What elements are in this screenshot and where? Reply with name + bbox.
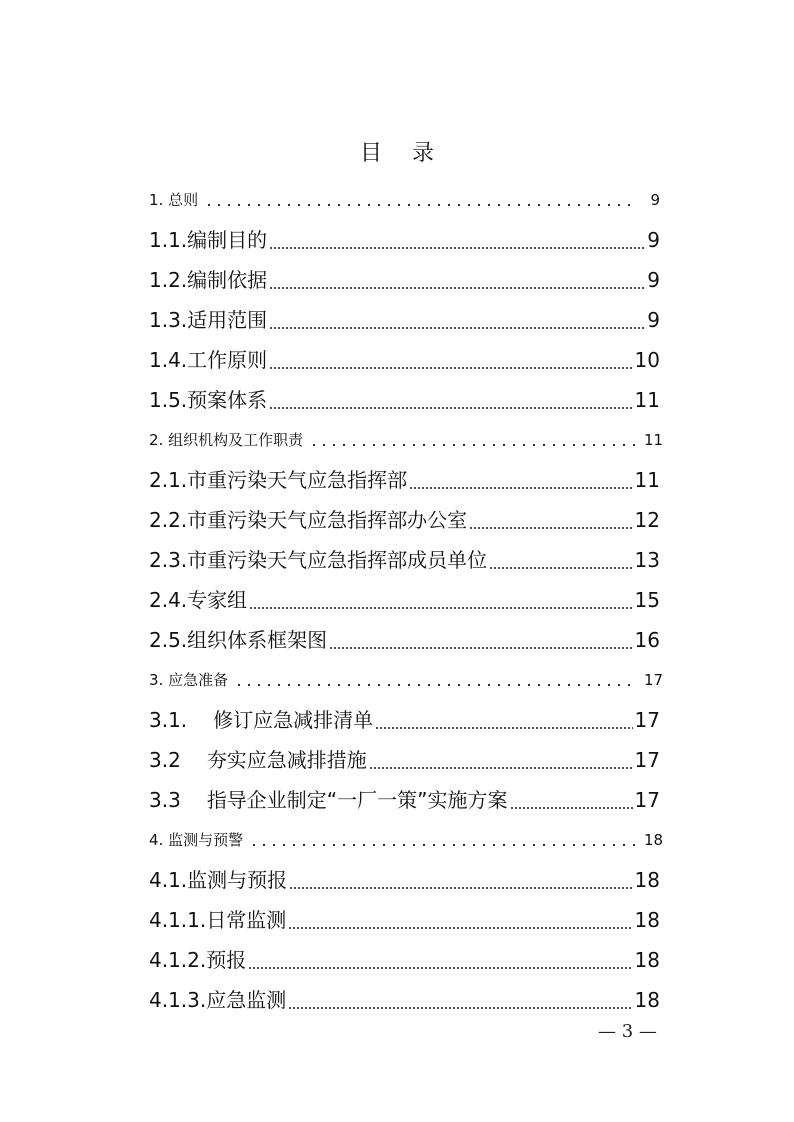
- toc-entry-text: 编制目的: [187, 228, 268, 252]
- dot-leader: [269, 366, 632, 370]
- toc-entry-page: 12: [634, 508, 660, 532]
- toc-entry-chapter-2[interactable]: [149, 420, 664, 460]
- toc-entry-text: 组织体系框架图: [187, 628, 328, 652]
- dot-leader: [409, 486, 632, 490]
- toc-entry-page: 15: [634, 588, 660, 612]
- toc-entry-number: 2.2.: [149, 508, 188, 532]
- dot-leader: [489, 566, 632, 570]
- dot-leader: [288, 1006, 632, 1010]
- dot-leader: [204, 202, 638, 208]
- toc-entry-page: 10: [634, 348, 660, 372]
- toc-entry-number: 1.3.: [149, 308, 188, 332]
- toc-entry-label: [149, 300, 267, 340]
- toc-entry-text: 市重污染天气应急指挥部办公室: [187, 508, 468, 532]
- toc-entry-page: 11: [634, 388, 660, 412]
- toc-entry-page: 17: [634, 748, 660, 772]
- dot-leader: [249, 606, 632, 610]
- toc-entry-label: [149, 420, 303, 460]
- toc-entry-number: 2.5.: [149, 628, 188, 652]
- toc-entry-page: 18: [634, 948, 660, 972]
- toc-entry-label: [149, 620, 327, 660]
- toc-entry-text: 夯实应急减排措施: [206, 748, 367, 772]
- toc-entry-page: 9: [650, 191, 660, 209]
- toc-title: [0, 136, 794, 172]
- toc-entry-section-2-2[interactable]: [149, 500, 660, 540]
- dot-leader: [269, 406, 632, 410]
- toc-entry-label: [149, 380, 267, 420]
- toc-entry-text: 市重污染天气应急指挥部: [187, 468, 408, 492]
- toc-entry-label: [149, 820, 243, 860]
- toc-entry-number: 1.: [149, 191, 164, 209]
- toc-entry-page: 9: [647, 268, 660, 292]
- toc-entry-section-3-2[interactable]: [149, 740, 660, 780]
- toc-entry-page: 17: [634, 788, 660, 812]
- toc-entry-page: 18: [644, 831, 664, 849]
- dot-leader: [288, 926, 632, 930]
- toc-entry-label: [149, 260, 267, 300]
- toc-entry-number: 3.3: [149, 788, 181, 812]
- dot-leader: [469, 526, 632, 530]
- toc-entry-section-2-5[interactable]: [149, 620, 660, 660]
- page-number-footer: — 3 —: [598, 1021, 657, 1042]
- toc-entry-text: 编制依据: [187, 268, 268, 292]
- toc-entry-text: 应急准备: [168, 671, 229, 689]
- toc-entry-number: 1.1.: [149, 228, 188, 252]
- toc-entry-number: 3.: [149, 671, 164, 689]
- toc-entry-number: 3.2: [149, 748, 181, 772]
- toc-entry-label: [149, 180, 198, 220]
- toc-entry-number: 1.5.: [149, 388, 188, 412]
- toc-entry-label: [149, 460, 407, 500]
- toc-entry-section-1-5[interactable]: [149, 380, 660, 420]
- toc-entry-text: 修订应急减排清单: [213, 708, 374, 732]
- toc-entry-text: 组织机构及工作职责: [168, 431, 304, 449]
- toc-entry-section-2-1[interactable]: [149, 460, 660, 500]
- toc-entry-label: [149, 980, 286, 1020]
- toc-entry-page: 16: [634, 628, 660, 652]
- toc-entry-section-2-3[interactable]: [149, 540, 660, 580]
- toc-entry-text: 预报: [206, 948, 247, 972]
- toc-entry-page: 18: [634, 908, 660, 932]
- toc-entry-number: 2.3.: [149, 548, 188, 572]
- dot-leader: [329, 646, 632, 650]
- dot-leader: [369, 766, 633, 770]
- dot-leader: [289, 886, 632, 890]
- toc-entry-section-1-1[interactable]: [149, 220, 660, 260]
- toc-entry-page: 9: [647, 308, 660, 332]
- toc-title-char-1: 目: [359, 141, 382, 166]
- toc-entry-label: [149, 660, 228, 700]
- toc-entry-label: [149, 340, 267, 380]
- dot-leader: [510, 806, 633, 810]
- toc-entry-text: 市重污染天气应急指挥部成员单位: [187, 548, 488, 572]
- toc-entry-chapter-1[interactable]: [149, 180, 660, 220]
- toc-entry-label: [149, 740, 367, 780]
- toc-entry-label: [149, 700, 373, 740]
- toc-entry-text: 工作原则: [187, 348, 268, 372]
- toc-entry-label: [149, 540, 487, 580]
- toc-entry-label: [149, 780, 508, 820]
- toc-entry-label: [149, 500, 467, 540]
- toc-entry-label: [149, 940, 246, 980]
- toc-entry-text: 应急监测: [206, 988, 287, 1012]
- dot-leader: [269, 246, 645, 250]
- toc-title-char-2: 录: [412, 141, 435, 166]
- toc-entry-text: 日常监测: [206, 908, 287, 932]
- toc-entry-section-2-4[interactable]: [149, 580, 660, 620]
- toc-entry-page: 18: [634, 868, 660, 892]
- toc-entry-number: 4.1.: [149, 868, 188, 892]
- toc-entry-section-1-2[interactable]: [149, 260, 660, 300]
- dot-leader: [269, 326, 645, 330]
- toc-entry-text: 监测与预报: [187, 868, 288, 892]
- toc-entry-page: 11: [634, 468, 660, 492]
- toc-entry-section-4-1-2[interactable]: [149, 940, 660, 980]
- toc-entry-section-3-1[interactable]: [149, 700, 660, 740]
- toc-entry-section-1-3[interactable]: [149, 300, 660, 340]
- toc-entry-number: 4.1.3.: [149, 988, 207, 1012]
- toc-entry-section-4-1[interactable]: [149, 860, 660, 900]
- toc-entry-number: 1.2.: [149, 268, 188, 292]
- toc-entry-chapter-3[interactable]: [149, 660, 664, 700]
- toc-entry-section-4-1-1[interactable]: [149, 900, 660, 940]
- toc-entry-section-4-1-3[interactable]: [149, 980, 660, 1020]
- dot-leader: [249, 842, 638, 848]
- toc-entry-text: 专家组: [187, 588, 248, 612]
- toc-entry-number: 4.: [149, 831, 164, 849]
- toc-entry-page: 18: [634, 988, 660, 1012]
- toc-entry-chapter-4[interactable]: [149, 820, 664, 860]
- toc-entry-number: 4.1.1.: [149, 908, 207, 932]
- dot-leader: [248, 966, 632, 970]
- toc-entry-page: 13: [634, 548, 660, 572]
- toc-entry-section-3-3[interactable]: [149, 780, 660, 820]
- toc-entry-label: [149, 860, 287, 900]
- toc-entry-text: 总则: [168, 191, 199, 209]
- toc-entry-label: [149, 220, 267, 260]
- table-of-contents: [149, 180, 664, 1020]
- toc-entry-page: 11: [644, 431, 664, 449]
- toc-entry-text: 指导企业制定“一厂一策”实施方案: [206, 788, 508, 812]
- toc-entry-label: [149, 900, 286, 940]
- dot-leader: [375, 726, 632, 730]
- toc-entry-section-1-4[interactable]: [149, 340, 660, 380]
- toc-entry-text: 监测与预警: [168, 831, 244, 849]
- toc-entry-number: 4.1.2.: [149, 948, 207, 972]
- toc-entry-page: 9: [647, 228, 660, 252]
- toc-entry-number: 1.4.: [149, 348, 188, 372]
- toc-entry-number: 2.1.: [149, 468, 188, 492]
- toc-entry-number: 3.1.: [149, 708, 188, 732]
- toc-entry-number: 2.: [149, 431, 164, 449]
- toc-entry-text: 预案体系: [187, 388, 268, 412]
- toc-entry-page: 17: [634, 708, 660, 732]
- dot-leader: [269, 286, 645, 290]
- toc-entry-page: 17: [644, 671, 664, 689]
- toc-entry-text: 适用范围: [187, 308, 268, 332]
- toc-entry-label: [149, 580, 247, 620]
- toc-entry-number: 2.4.: [149, 588, 188, 612]
- dot-leader: [234, 682, 638, 688]
- dot-leader: [309, 442, 638, 448]
